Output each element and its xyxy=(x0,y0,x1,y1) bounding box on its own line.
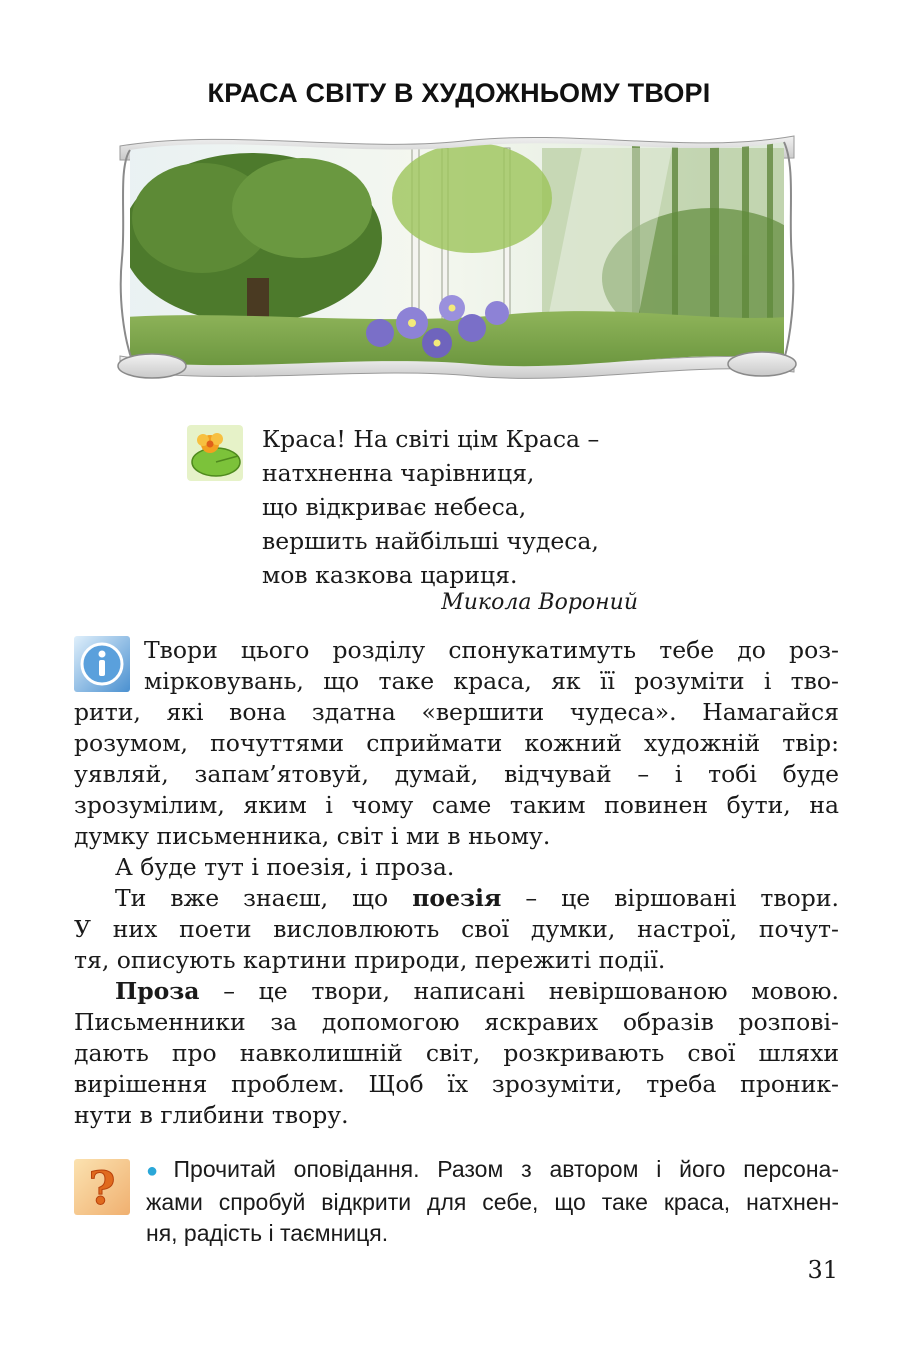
text-line: А буде тут і поезія, і проза. xyxy=(115,853,455,881)
poem-line: що відкриває небеса, xyxy=(262,493,527,521)
text-line: Ти вже знаєш, що поезія – це віршовані твори. xyxy=(115,884,839,912)
text-line: нути в глибини твору. xyxy=(74,1101,349,1129)
task-line: жами спробуй відкрити для себе, що таке краса, натхнен- xyxy=(146,1189,839,1215)
question-icon xyxy=(73,1158,131,1216)
task-line: ня, радість і таємниця. xyxy=(146,1220,389,1246)
poem-line: мов казкова цариця. xyxy=(262,561,518,589)
text-line: уявляй, запам’ятовуй, думай, відчувай – і тобі буде xyxy=(74,760,839,788)
text-line: мірковувань, що таке краса, як її розуміти і тво- xyxy=(144,667,839,695)
water-lily-icon xyxy=(186,424,244,482)
text-line: Письменники за допомогою яскравих образів розпові- xyxy=(74,1008,839,1036)
page-number: 31 xyxy=(807,1256,838,1284)
main-text xyxy=(74,635,839,1131)
task-block xyxy=(146,1154,839,1249)
text-line: вирішення проблем. Щоб їх зрозуміти, треба проник- xyxy=(74,1070,839,1098)
epigraph-poem xyxy=(262,422,682,592)
svg-text:?: ? xyxy=(88,1161,116,1215)
text-line: У них поети висловлюють свої думки, настрої, почут- xyxy=(74,915,839,943)
text-line: Проза – це твори, написані невіршованою мовою. xyxy=(115,977,839,1005)
task-line: ● Прочитай оповідання. Разом з автором і його персона- xyxy=(146,1156,839,1182)
page-title: КРАСА СВІТУ В ХУДОЖНЬОМУ ТВОРІ xyxy=(207,78,711,108)
text-line: дають про навколишній світ, розкривають свої шляхи xyxy=(74,1039,839,1067)
text-line: думку письменника, світ і ми в ньому. xyxy=(74,822,551,850)
landscape-scroll-illustration xyxy=(112,128,802,390)
bullet-icon: ● xyxy=(146,1160,170,1182)
epigraph-author: Микола Вороний xyxy=(441,590,638,615)
poem-line: Краса! На світі цім Краса – xyxy=(262,425,600,453)
text-line: зрозумілим, яким і чому саме таким повинен бути, на xyxy=(74,791,839,819)
poem-line: натхненна чарівниця, xyxy=(262,459,535,487)
text-line: Твори цього розділу спонукатимуть тебе до роз- xyxy=(144,636,839,664)
term-prose: Проза xyxy=(115,977,200,1005)
term-poetry: поезія xyxy=(412,884,502,912)
text-line: рити, які вона здатна «вершити чудеса». Намагайся xyxy=(74,698,839,726)
text-line: розумом, почуттями сприймати кожний художній твір: xyxy=(74,729,839,757)
text-line: тя, описують картини природи, пережиті події. xyxy=(74,946,666,974)
poem-line: вершить найбільші чудеса, xyxy=(262,527,599,555)
